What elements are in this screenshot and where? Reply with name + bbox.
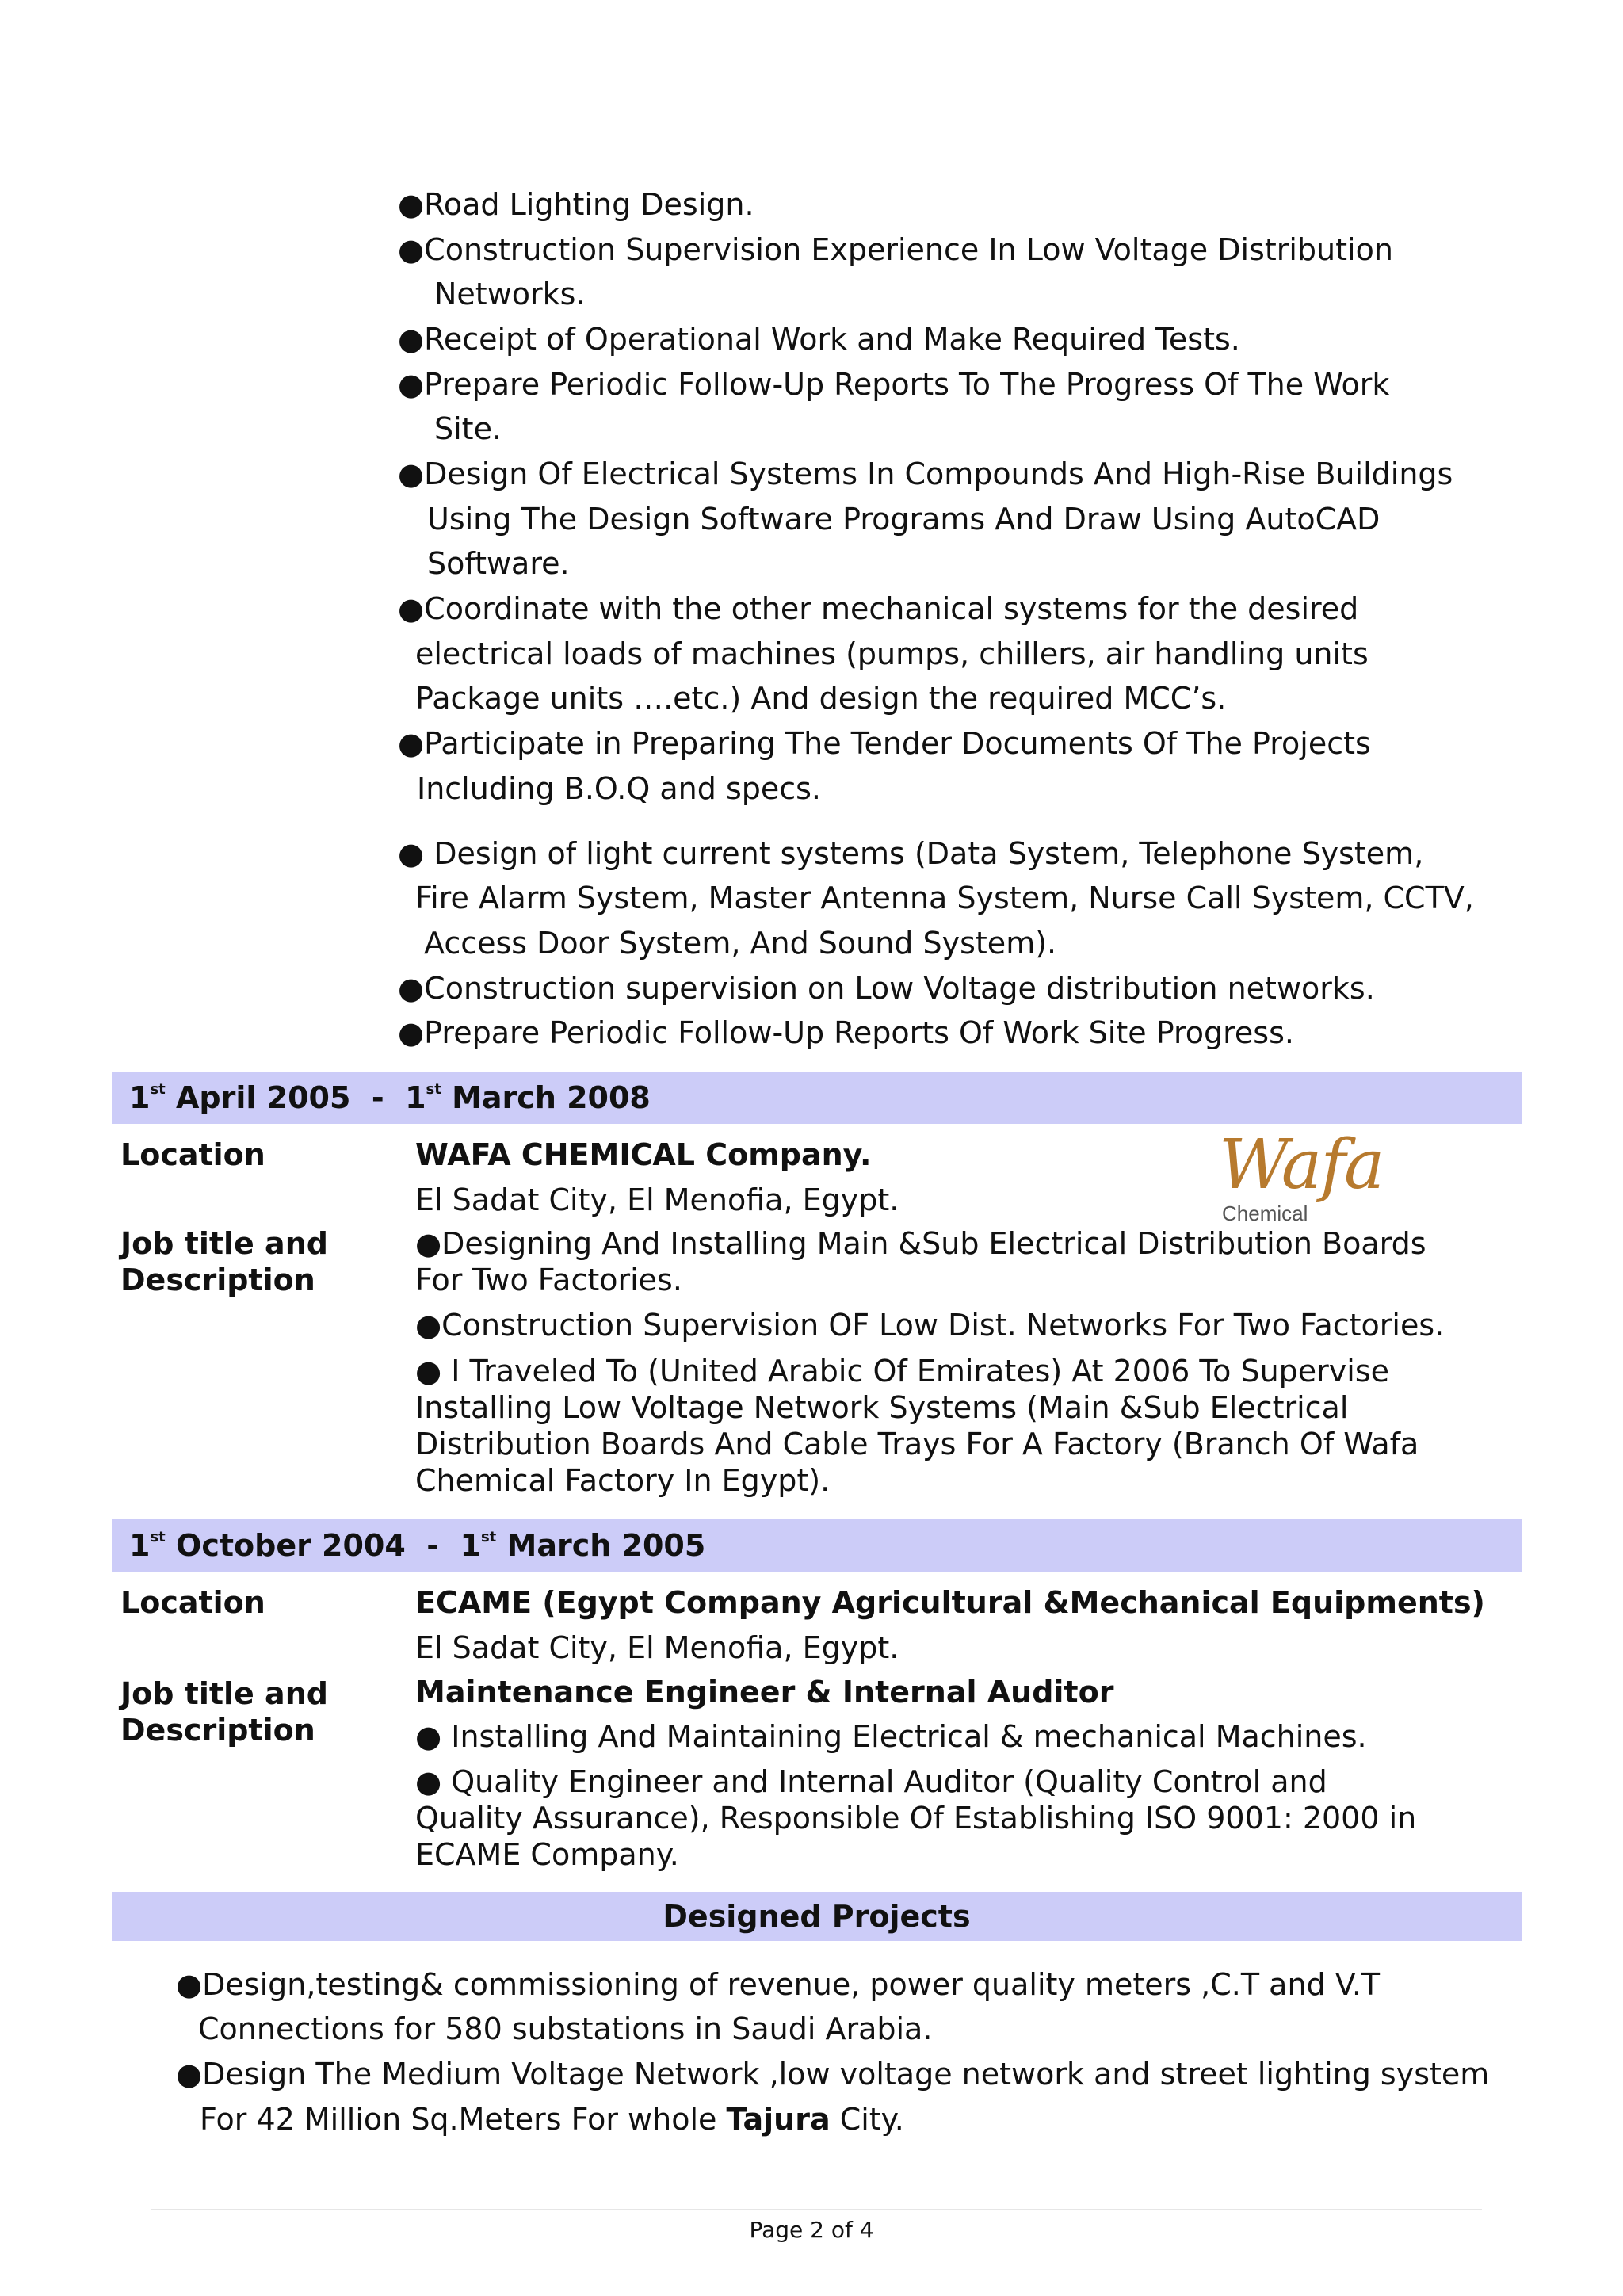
job2-location-label: Location	[120, 1585, 265, 1620]
duty-line: Fire Alarm System, Master Antenna System, Nurse Call System, CCTV,	[415, 881, 1474, 915]
job1-period-band	[112, 1072, 1522, 1124]
duty-line: ●Road Lighting Design.	[398, 187, 754, 222]
duty-line: ●Construction Supervision Experience In Low Voltage Distribution	[398, 232, 1393, 267]
job1-period: 1st April 2005 - 1st March 2008	[129, 1080, 651, 1115]
projects-heading: Designed Projects	[663, 1899, 971, 1934]
logo-wordmark: Wafa	[1219, 1125, 1384, 1205]
job1-description-label: Description	[120, 1263, 315, 1297]
job2-bullet: ● Quality Engineer and Internal Auditor (Quality Control and Quality Assurance), Responsible Of Establishing ISO 9001: 2000 in ECAME Company.	[415, 1764, 1417, 1872]
duty-line: Using The Design Software Programs And Draw Using AutoCAD	[427, 502, 1381, 537]
duty-line: Software.	[427, 546, 570, 581]
duty-line: ●Participate in Preparing The Tender Documents Of The Projects	[398, 726, 1371, 761]
job2-address: El Sadat City, El Menofia, Egypt.	[415, 1630, 899, 1665]
job1-company: WAFA CHEMICAL Company.	[415, 1137, 872, 1172]
job2-description-label: Description	[120, 1713, 315, 1748]
job1-address: El Sadat City, El Menofia, Egypt.	[415, 1182, 899, 1217]
duty-line: ●Design Of Electrical Systems In Compounds And High-Rise Buildings	[398, 457, 1453, 491]
project-line: Connections for 580 substations in Saudi Arabia.	[198, 2011, 933, 2046]
tajura-city: Tajura	[726, 2102, 831, 2137]
job2-company: ECAME (Egypt Company Agricultural &Mechanical Equipments)	[415, 1585, 1485, 1620]
job2-period: 1st October 2004 - 1st March 2005	[129, 1528, 706, 1563]
job1-bullet: ● I Traveled To (United Arabic Of Emirates) At 2006 To Supervise Installing Low Voltage Network Systems (Main &Sub Electrical Distribution Boards And Cable Trays For A Factory (Branch Of Wafa Chemical Factory In Egypt).	[415, 1354, 1419, 1498]
duty-line: Networks.	[434, 277, 586, 311]
duty-line: electrical loads of machines (pumps, chillers, air handling units	[415, 636, 1369, 671]
job2-title: Maintenance Engineer & Internal Auditor	[415, 1675, 1114, 1710]
project-line: For 42 Million Sq.Meters For whole Tajura City.	[200, 2102, 904, 2137]
job1-jobtitle-label: Job title and	[120, 1226, 328, 1261]
projects-band	[112, 1892, 1522, 1941]
project-line: ●Design The Medium Voltage Network ,low voltage network and street lighting system	[176, 2057, 1490, 2092]
job1-bullet: ●Designing And Installing Main &Sub Electrical Distribution Boards For Two Factories.	[415, 1226, 1426, 1297]
job2-jobtitle-label: Job title and	[120, 1676, 328, 1711]
duty-line: Package units ….etc.) And design the required MCC’s.	[415, 681, 1227, 716]
duty-line: Including B.O.Q and specs.	[417, 771, 822, 806]
duty-line: ●Coordinate with the other mechanical systems for the desired	[398, 591, 1359, 626]
duty-line: Access Door System, And Sound System).	[424, 926, 1057, 961]
project-line: ●Design,testing& commissioning of revenue, power quality meters ,C.T and V.T	[176, 1967, 1381, 2002]
wafa-chemical-logo	[1212, 1125, 1395, 1228]
footer-divider	[151, 2209, 1482, 2210]
job1-bullet: ●Construction Supervision OF Low Dist. Networks For Two Factories.	[415, 1308, 1445, 1343]
duty-line: ●Prepare Periodic Follow-Up Reports To The Progress Of The Work	[398, 367, 1390, 402]
duty-line: Site.	[434, 411, 502, 446]
duty-line: ● Design of light current systems (Data System, Telephone System,	[398, 836, 1424, 871]
job2-bullet: ● Installing And Maintaining Electrical & mechanical Machines.	[415, 1719, 1367, 1754]
job2-period-band	[112, 1519, 1522, 1572]
logo-subtitle: Chemical	[1222, 1201, 1308, 1225]
page-number: Page 2 of 4	[749, 2217, 874, 2243]
duty-line: ●Receipt of Operational Work and Make Required Tests.	[398, 322, 1240, 357]
duty-line: ●Construction supervision on Low Voltage distribution networks.	[398, 971, 1375, 1006]
job1-location-label: Location	[120, 1137, 265, 1172]
duty-line: ●Prepare Periodic Follow-Up Reports Of Work Site Progress.	[398, 1015, 1294, 1050]
